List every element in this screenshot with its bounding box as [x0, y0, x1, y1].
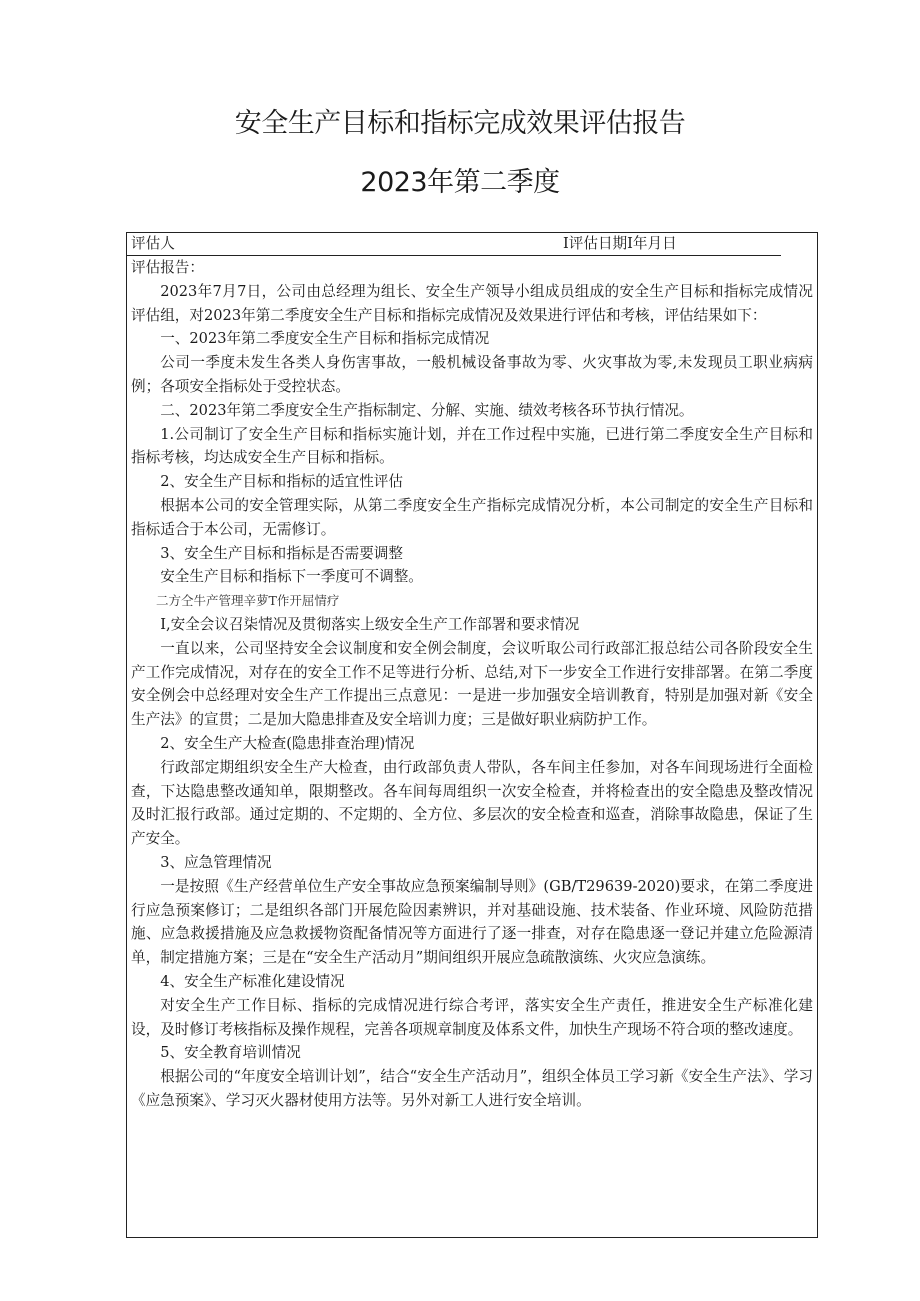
report-paragraph: 行政部定期组织安全生产大检查，由行政部负责人带队，各车间主任参加，对各车间现场进行全面检查，下达隐患整改通知单，限期整改。各车间每周组织一次安全检查，并将检查出的安全隐患及整改情况及时汇报行政部。通过定期的、不定期的、全方位、多层次的安全检查和巡查，消除事故隐患，保证了生产安全。 [131, 758, 813, 848]
report-paragraph: 公司一季度未发生各类人身伤害事故，一般机械设备事故为零、火灾事故为零,未发现员工职业病病例；各项安全指标处于受控状态。 [131, 354, 813, 395]
report-content [127, 256, 817, 1113]
report-paragraph: 对安全生产工作目标、指标的完成情况进行综合考评，落实安全生产责任，推进安全生产标准化建设，及时修订考核指标及操作规程，完善各项规章制度及体系文件，加快生产现场不符合项的整改速度。 [131, 996, 813, 1038]
report-paragraph: 二、2023年第二季度安全生产指标制定、分解、实施、绩效考核各环节执行情况。 [160, 401, 694, 419]
report-paragraph: 2023年7月7日，公司由总经理为组长、安全生产领导小组成员组成的安全生产目标和指标完成情况评估组，对2023年第二季度安全生产目标和指标完成情况及效果进行评估和考核，评估结果如下： [131, 282, 813, 324]
evaluation-date-field: I评估日期I年月日 [563, 235, 677, 252]
document-subtitle: 2023年第二季度 [360, 167, 560, 198]
report-paragraph: 4、安全生产标准化建设情况 [160, 972, 345, 990]
report-paragraph: 2、安全生产大检查(隐患排查治理)情况 [160, 734, 415, 752]
report-paragraph: 二方仝牛产管理辛萝T作开屈情疗 [156, 593, 340, 609]
header-row [127, 233, 781, 256]
report-paragraph: 安全生产目标和指标下一季度可不调整。 [160, 568, 423, 586]
report-paragraph: 根据本公司的安全管理实际，从第二季度安全生产指标完成情况分析，本公司制定的安全生产目标和指标适合于本公司，无需修订。 [131, 496, 813, 538]
report-paragraph: I,安全会议召柒情况及贯彻落实上级安全生产工作部署和要求情况 [160, 615, 580, 633]
report-paragraphs [131, 280, 813, 1113]
document-title: 安全生产目标和指标完成效果评估报告 [234, 108, 686, 139]
report-paragraph: 3、应急管理情况 [160, 853, 272, 871]
report-paragraph: 5、安全教育培训情况 [160, 1044, 301, 1062]
report-label: 评估报告： [131, 259, 204, 276]
report-table [126, 232, 818, 1238]
report-paragraph: 3、安全生产目标和指标是否需要调整 [160, 544, 403, 562]
evaluator-label: 评估人 [131, 235, 175, 252]
report-paragraph: 一是按照《生产经营单位生产安全事故应急预案编制导则》(GB/T29639-2020)要求，在第二季度进行应急预案修订；二是组织各部门开展危险因素辨识，并对基础设施、技术装备、作业环境、风险防范措施、应急救援措施及应急救援物资配备情况等方面进行了逐一排查，对存在隐患逐一登记并建立危险源清单，制定措施方案；三是在“安全生产活动月”期间组织开展应急疏散演练、火灾应急演练。 [131, 877, 813, 967]
report-paragraph: 2、安全生产目标和指标的适宜性评估 [160, 473, 403, 491]
report-paragraph: 根据公司的“年度安全培训计划”，结合“安全生产活动月”，组织全体员工学习新《安全生产法》、学习《应急预案》、学习灭火器材使用方法等。另外对新工人进行安全培训。 [131, 1068, 813, 1109]
report-paragraph: 一直以来，公司坚持安全会议制度和安全例会制度，会议听取公司行政部汇报总结公司各阶段安全生产工作完成情况，对存在的安全工作不足等进行分析、总结,对下一步安全工作进行安排部署。在第二季度安全例会中总经理对安全生产工作提出三点意见：一是进一步加强安全培训教育，特别是加强对新《安全生产法》的宣贯；二是加大隐患排查及安全培训力度；三是做好职业病防护工作。 [131, 639, 813, 729]
report-paragraph: 1.公司制订了安全生产目标和指标实施计划，并在工作过程中实施，已进行第二季度安全生产目标和指标考核，均达成安全生产目标和指标。 [131, 425, 813, 467]
report-paragraph: 一、2023年第二季度安全生产目标和指标完成情况 [160, 330, 490, 348]
